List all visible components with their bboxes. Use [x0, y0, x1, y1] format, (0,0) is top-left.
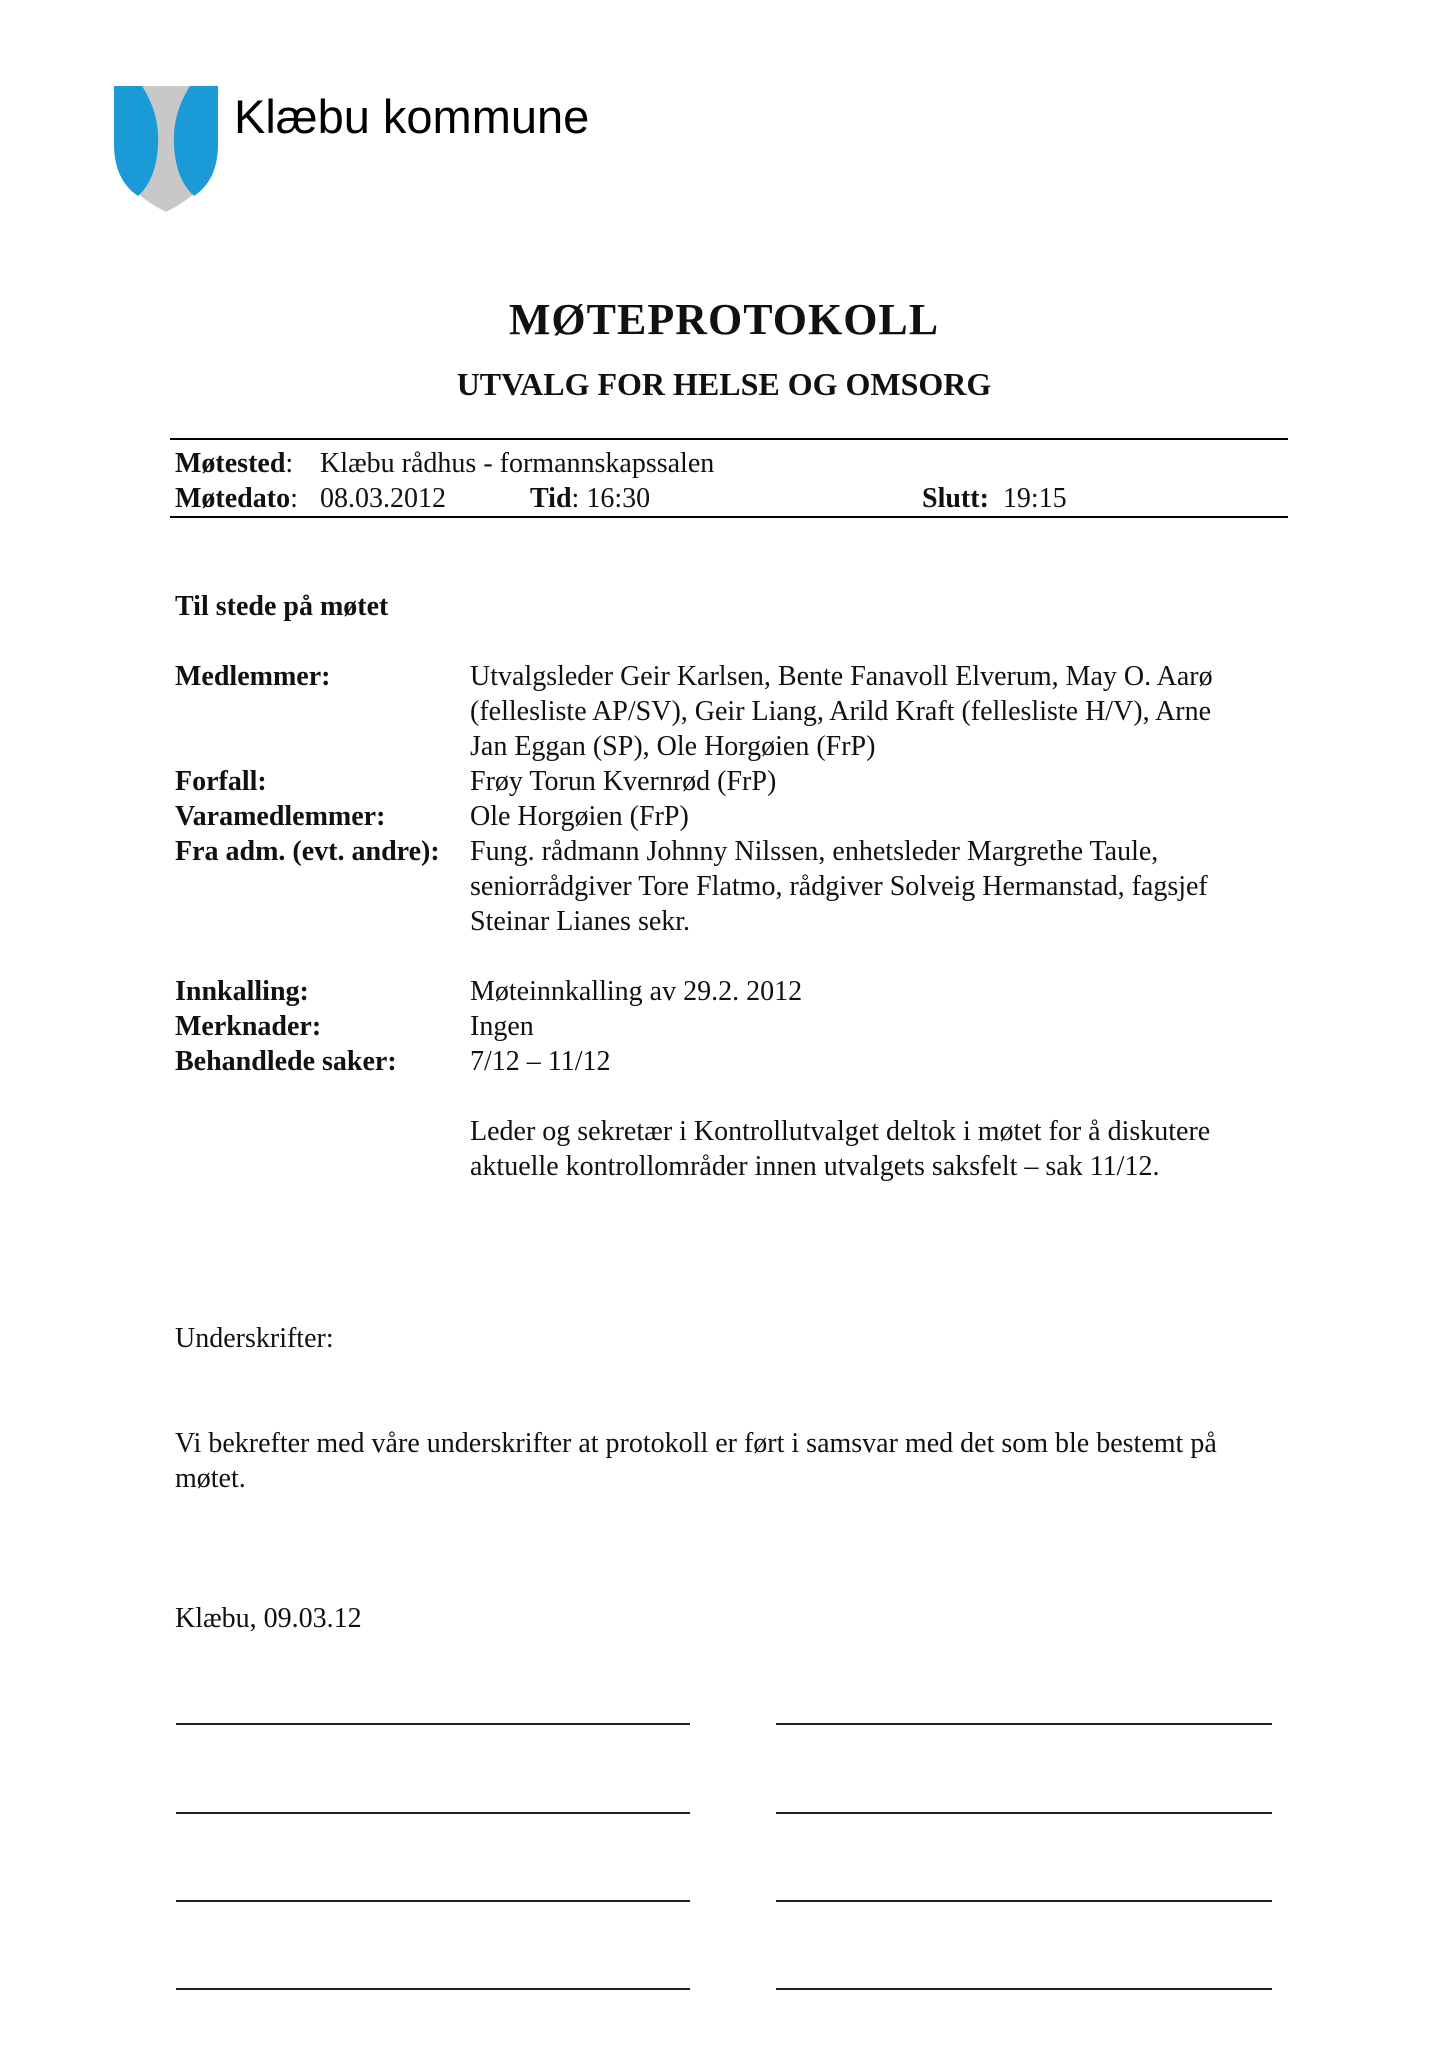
admin-line: Steinar Lianes sekr. [470, 906, 691, 937]
place-date: Klæbu, 09.03.12 [175, 1603, 362, 1634]
signature-line [776, 1900, 1272, 1902]
meeting-time-row: Tid: 16:30 [530, 483, 651, 514]
signature-line [776, 1812, 1272, 1814]
substitutes-value: Ole Horgøien (FrP) [470, 801, 689, 832]
absent-value: Frøy Torun Kvernrød (FrP) [470, 766, 777, 797]
document-subtitle: UTVALG FOR HELSE OG OMSORG [456, 366, 992, 402]
meeting-place-label: Møtested [175, 448, 286, 479]
meeting-end: 19:15 [1002, 483, 1067, 514]
meeting-time: 16:30 [586, 483, 651, 514]
members-line: Jan Eggan (SP), Ole Horgøien (FrP) [470, 731, 876, 762]
members-line: (fellesliste AP/SV), Geir Liang, Arild Kraft (fellesliste H/V), Arne [470, 696, 1212, 727]
signatures-heading: Underskrifter: [175, 1323, 334, 1354]
members-label: Medlemmer: [175, 661, 331, 692]
attendance-heading: Til stede på møtet [175, 591, 389, 622]
signature-line [176, 1988, 690, 1990]
meeting-date: 08.03.2012 [320, 483, 446, 514]
note-line: Leder og sekretær i Kontrollutvalget deltok i møtet for å diskutere [470, 1116, 1211, 1147]
top-rule [170, 438, 1288, 440]
admin-list [470, 834, 1208, 939]
remarks-label: Merknader: [175, 1011, 322, 1042]
cases-label: Behandlede saker: [175, 1046, 397, 1077]
invitation-label: Innkalling: [175, 976, 309, 1007]
confirmation-line: møtet. [175, 1463, 246, 1494]
bottom-rule [170, 516, 1288, 518]
absent-label: Forfall: [175, 766, 267, 797]
meeting-place: Klæbu rådhus - formannskapssalen [320, 448, 715, 479]
municipality-name: Klæbu kommune [234, 90, 590, 143]
remarks-value: Ingen [470, 1011, 534, 1042]
admin-line: Fung. rådmann Johnny Nilssen, enhetsleder Margrethe Taule, [470, 836, 1159, 867]
note-line: aktuelle kontrollområder innen utvalgets saksfelt – sak 11/12. [470, 1151, 1160, 1182]
signature-line [776, 1988, 1272, 1990]
meeting-place-row: Møtested: [175, 448, 294, 479]
cases-value: 7/12 – 11/12 [470, 1046, 611, 1077]
members-list [470, 659, 1213, 764]
signature-line [176, 1900, 690, 1902]
admin-line: seniorrådgiver Tore Flatmo, rådgiver Solveig Hermanstad, fagsjef [470, 871, 1208, 902]
meeting-end-row [922, 481, 1067, 516]
invitation-value: Møteinnkalling av 29.2. 2012 [470, 976, 803, 1007]
confirmation-line: Vi bekrefter med våre underskrifter at protokoll er ført i samsvar med det som ble bestemt på [175, 1428, 1217, 1459]
meeting-date-row: Møtedato: [175, 483, 298, 514]
signature-line [176, 1723, 690, 1725]
meeting-time-label: Tid [530, 483, 572, 514]
confirmation-text [175, 1426, 1217, 1496]
admin-label: Fra adm. (evt. andre): [175, 836, 440, 867]
meeting-end-label: Slutt: [922, 483, 989, 514]
signature-line [176, 1812, 690, 1814]
substitutes-label: Varamedlemmer: [175, 801, 386, 832]
members-line: Utvalgsleder Geir Karlsen, Bente Fanavoll Elverum, May O. Aarø [470, 661, 1213, 692]
document-title: MØTEPROTOKOLL [508, 295, 940, 344]
klaebu-coat-of-arms-icon [112, 84, 220, 214]
meeting-date-label: Møtedato [175, 483, 291, 514]
meeting-note [470, 1114, 1210, 1184]
signature-line [776, 1723, 1272, 1725]
